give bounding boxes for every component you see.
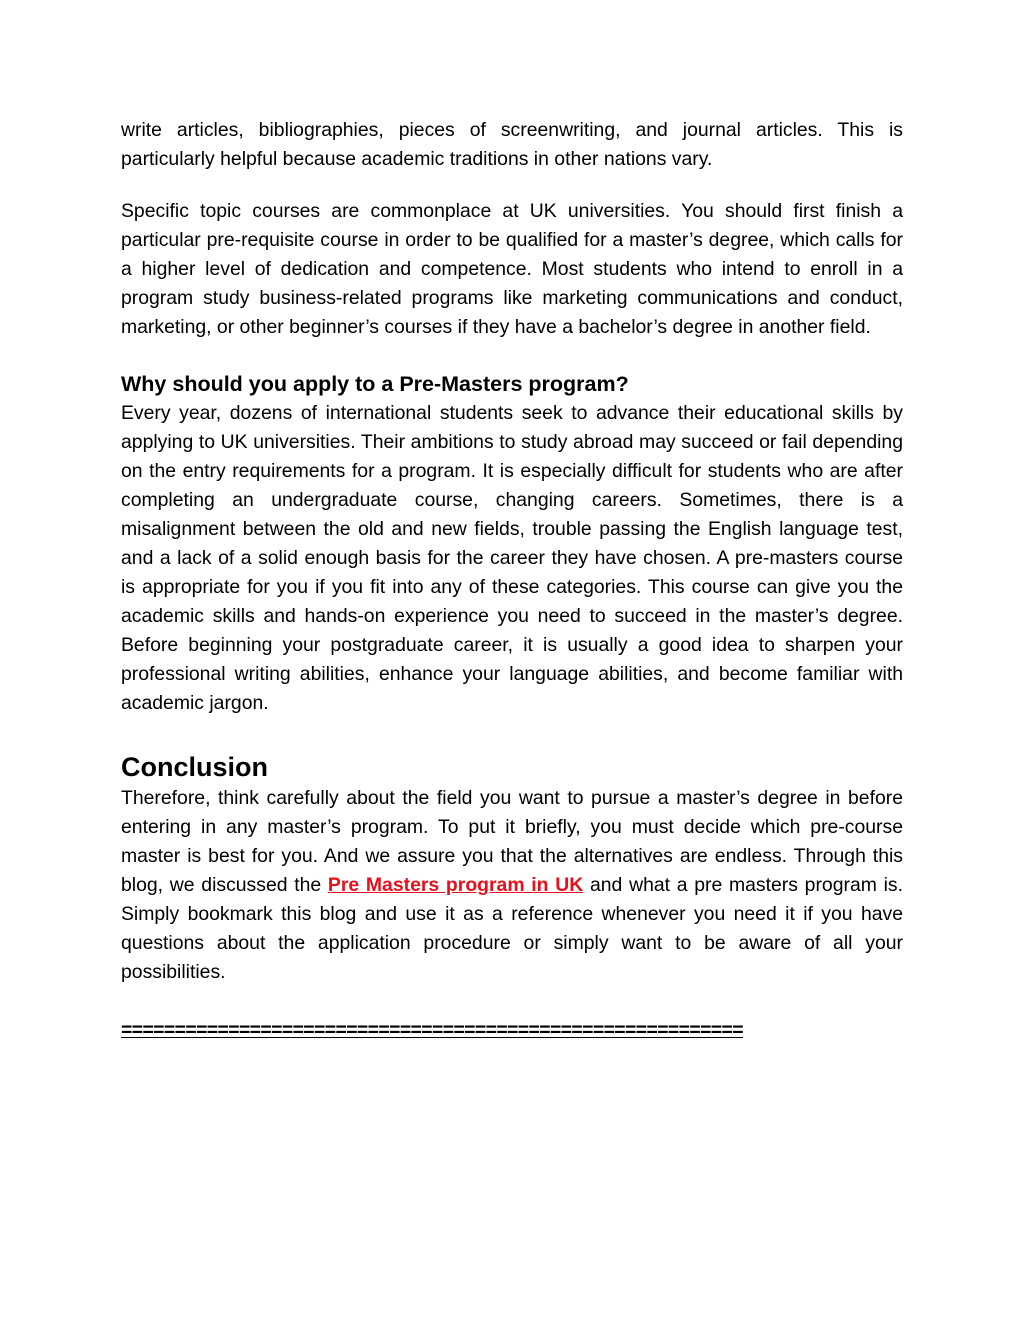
conclusion-paragraph [121, 784, 903, 987]
why-section-paragraph: Every year, dozens of international students seek to advance their educational skills by applying to UK universities. Their ambitions to study abroad may succeed or fail depending on the entry requirements for a program. It is especially difficult for students who are after completing an undergraduate course, changing careers. Sometimes, there is a misalignment between the old and new fields, trouble passing the English language test, and a lack of a solid enough basis for the career they have chosen. A pre-masters course is appropriate for you if you fit into any of these categories. This course can give you the academic skills and hands-on experience you need to succeed in the master’s degree. Before beginning your postgraduate career, it is usually a good idea to sharpen your professional writing abilities, enhance your language abilities, and become familiar with academic jargon. [121, 402, 903, 714]
divider-line: ========================================================== [121, 1019, 743, 1041]
conclusion-text-before-link: Therefore, think carefully about the field you want to pursue a master’s degree in before entering in any master’s program. To put it briefly, you must decide which pre-course master is best for you. And we assure you that the alternatives are endless. Through this blog, we discussed the [121, 787, 903, 896]
pre-masters-program-link[interactable]: Pre Masters program in UK [327, 874, 584, 896]
topic-courses-paragraph: Specific topic courses are commonplace at UK universities. You should first finish a particular pre-requisite course in order to be qualified for a master’s degree, which calls for a higher level of dedication and competence. Most students who intend to enroll in a program study business-related programs like marketing communications and conduct, marketing, or other beginner’s courses if they have a bachelor’s degree in another field. [121, 200, 903, 338]
conclusion-heading: Conclusion [121, 752, 268, 782]
intro-paragraph: write articles, bibliographies, pieces of screenwriting, and journal articles. This is particularly helpful because academic traditions in other nations vary. [121, 119, 903, 170]
document-page [121, 116, 903, 1043]
why-section-heading: Why should you apply to a Pre-Masters program? [121, 372, 629, 396]
conclusion-text-after-link: and what a pre masters program is. Simply bookmark this blog and use it as a reference whenever you need it if you have questions about the application procedure or simply want to be aware of all your possibilities. [121, 874, 903, 983]
